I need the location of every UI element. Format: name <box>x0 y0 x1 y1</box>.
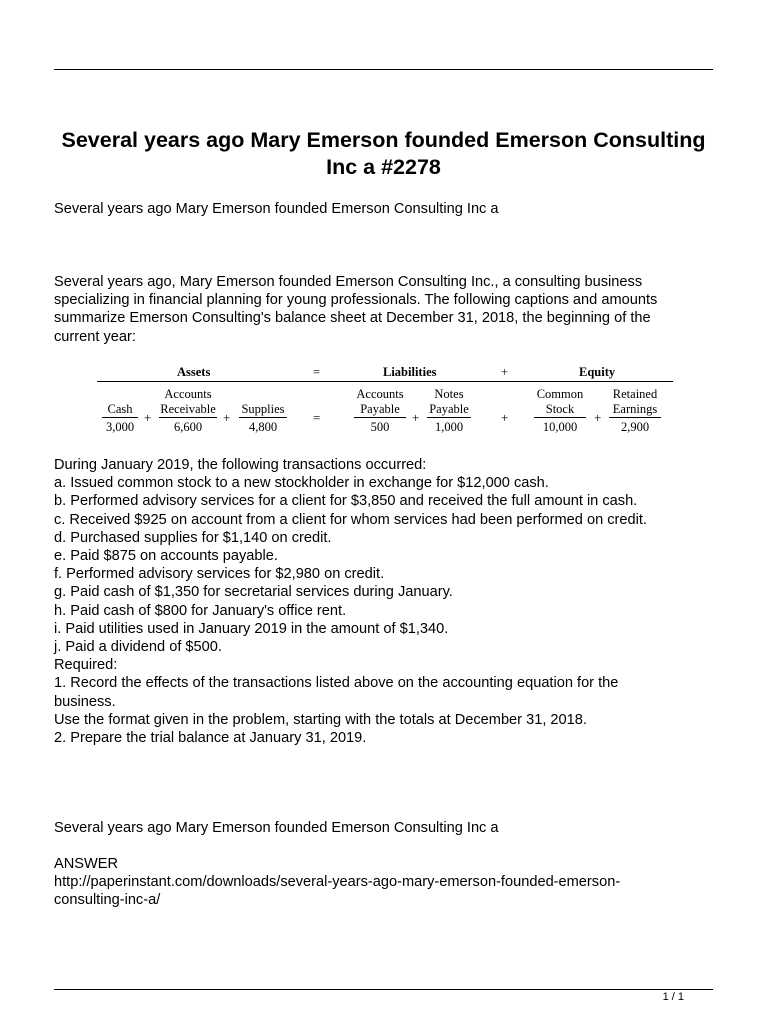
plus-operator: + <box>412 410 420 425</box>
subtitle: Several years ago Mary Emerson founded Emerson Consulting Inc a <box>54 201 499 217</box>
plus-operator: + <box>501 410 509 425</box>
bottom-rule <box>54 989 713 990</box>
column-label-top: Accounts <box>164 387 212 401</box>
column-value: 1,000 <box>434 420 464 434</box>
column-label-top: Retained <box>612 387 658 401</box>
intro-paragraph <box>54 273 714 346</box>
list-item: Required: <box>54 657 118 674</box>
answer-section <box>54 855 714 910</box>
assets-header: Assets <box>177 365 211 379</box>
intro-line: specializing in financial planning for young professionals. The following captions and amounts <box>54 292 658 309</box>
list-item: d. Purchased supplies for $1,140 on credit. <box>54 529 332 546</box>
list-item: i. Paid utilities used in January 2019 in the amount of $1,340. <box>54 620 449 637</box>
accounting-equation-table <box>97 362 673 438</box>
column-label: Cash <box>107 402 133 416</box>
list-item: j. Paid a dividend of $500. <box>54 639 222 656</box>
list-item: 1. Record the effects of the transactions listed above on the accounting equation for the <box>54 675 619 692</box>
header-rule <box>97 381 673 382</box>
list-item: c. Received $925 on account from a client for whom services had been performed on credit. <box>54 511 647 528</box>
list-item: Use the format given in the problem, starting with the totals at December 31, 2018. <box>54 711 587 728</box>
column-value: 2,900 <box>620 420 650 434</box>
list-item: business. <box>54 693 116 710</box>
equals-header: = <box>313 365 321 379</box>
column-label-top: Notes <box>434 387 464 401</box>
column-value: 3,000 <box>105 420 135 434</box>
answer-link[interactable]: http://paperinstant.com/downloads/several-years-ago-mary-emerson-founded-emerson- <box>54 874 621 891</box>
column-value: 6,600 <box>173 420 203 434</box>
column-label: Payable <box>429 402 469 416</box>
transactions-list <box>54 456 714 747</box>
column-underline <box>102 417 138 418</box>
column-underline <box>534 417 586 418</box>
answer-link[interactable]: consulting-inc-a/ <box>54 892 161 909</box>
liabilities-header: Liabilities <box>383 365 437 379</box>
answer-label: ANSWER <box>54 856 119 872</box>
equals-operator: = <box>313 410 321 425</box>
top-rule <box>54 69 713 70</box>
column-label: Stock <box>545 402 575 416</box>
list-item: f. Performed advisory services for $2,980 on credit. <box>54 566 385 583</box>
column-underline <box>239 417 287 418</box>
list-item: During January 2019, the following transactions occurred: <box>54 457 427 473</box>
plus-operator: + <box>144 410 152 425</box>
plus-operator: + <box>223 410 231 425</box>
list-item: e. Paid $875 on accounts payable. <box>54 548 278 565</box>
column-underline <box>159 417 217 418</box>
column-label-top: Accounts <box>356 387 404 401</box>
page-title: Several years ago Mary Emerson founded Emerson Consulting Inc a #2278 <box>61 128 706 179</box>
column-value: 500 <box>370 420 390 434</box>
column-label: Supplies <box>241 402 285 416</box>
subtitle-repeat: Several years ago Mary Emerson founded Emerson Consulting Inc a <box>54 820 499 836</box>
column-value: 4,800 <box>248 420 278 434</box>
list-item: b. Performed advisory services for a client for $3,850 and received the full amount in cash. <box>54 493 638 510</box>
column-label: Receivable <box>160 402 216 416</box>
list-item: g. Paid cash of $1,350 for secretarial services during January. <box>54 584 453 601</box>
plus-header: + <box>501 365 509 379</box>
column-underline <box>354 417 406 418</box>
intro-line: summarize Emerson Consulting's balance sheet at December 31, 2018, the beginning of the <box>54 310 651 327</box>
column-label-top: Common <box>536 387 584 401</box>
column-underline <box>609 417 661 418</box>
page-number: 1 / 1 <box>662 991 684 1003</box>
column-underline <box>427 417 471 418</box>
intro-line: Several years ago, Mary Emerson founded Emerson Consulting Inc., a consulting business <box>54 274 643 290</box>
list-item: 2. Prepare the trial balance at January 31, 2019. <box>54 730 367 747</box>
column-label: Earnings <box>612 402 658 416</box>
plus-operator: + <box>594 410 602 425</box>
column-value: 10,000 <box>542 420 578 434</box>
intro-line: current year: <box>54 328 136 345</box>
column-label: Payable <box>360 402 400 416</box>
list-item: a. Issued common stock to a new stockholder in exchange for $12,000 cash. <box>54 475 549 492</box>
equity-header: Equity <box>579 365 616 379</box>
list-item: h. Paid cash of $800 for January's office rent. <box>54 602 347 619</box>
